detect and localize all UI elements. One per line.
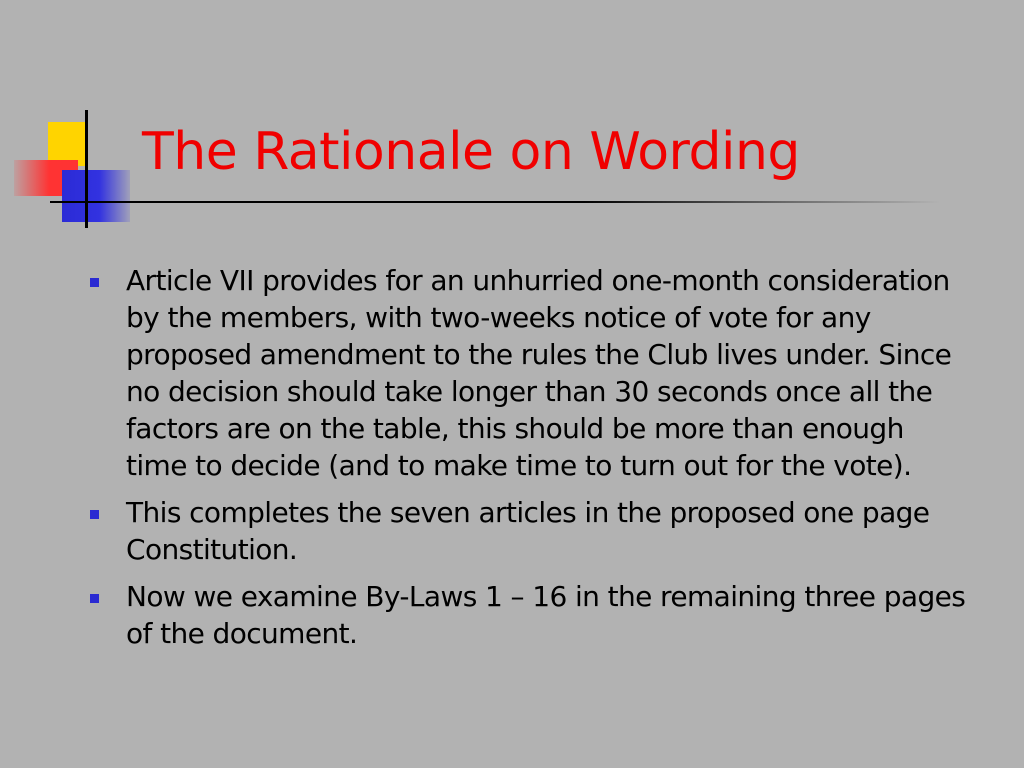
blue-block xyxy=(62,170,130,222)
square-bullet-icon xyxy=(90,594,99,603)
bullet-text: Now we examine By-Laws 1 – 16 in the remaining three pages of the document. xyxy=(126,580,966,650)
bullet-item xyxy=(86,494,966,568)
square-bullet-icon xyxy=(90,278,99,287)
slide-title: The Rationale on Wording xyxy=(142,122,800,182)
bullet-list xyxy=(86,262,966,662)
square-bullet-icon xyxy=(90,510,99,519)
vertical-rule xyxy=(85,110,88,228)
bullet-text: This completes the seven articles in the proposed one page Constitution. xyxy=(126,496,930,566)
colored-blocks-logo xyxy=(0,0,160,240)
bullet-item xyxy=(86,262,966,484)
bullet-text: Article VII provides for an unhurried one-month consideration by the members, with two-weeks notice of vote for any proposed amendment to the rules the Club lives under. Since no decision should take longer than 30 seconds once all the factors are on the table, this should be more than enough time to decide (and to make time to turn out for the vote). xyxy=(126,264,952,482)
bullet-item xyxy=(86,578,966,652)
title-underline-rule xyxy=(50,201,940,203)
